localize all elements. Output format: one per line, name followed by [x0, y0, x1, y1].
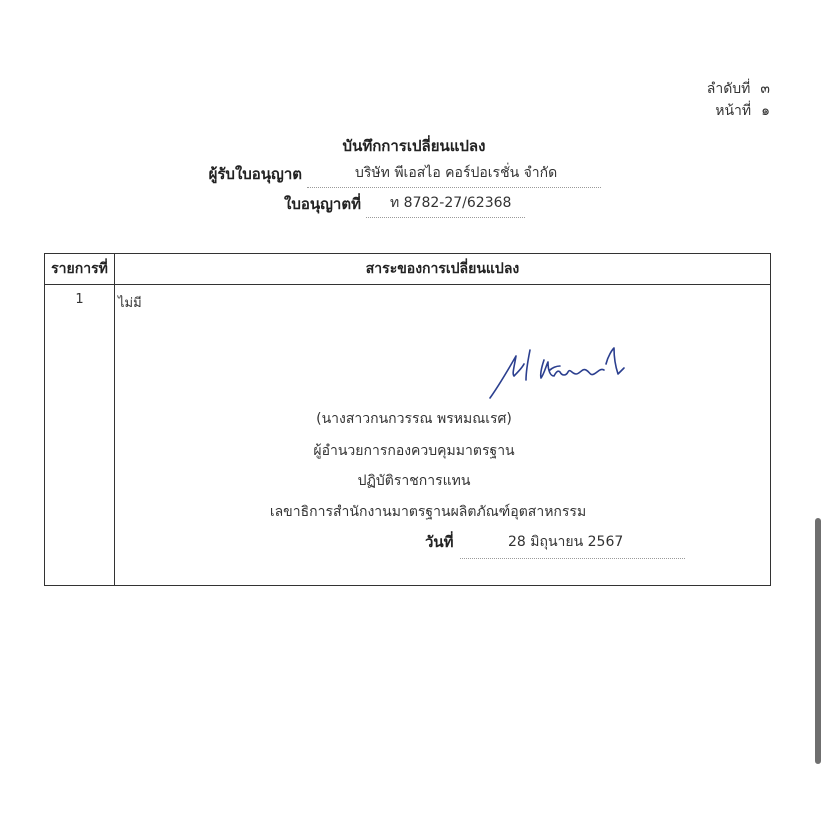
sequence-block [707, 78, 770, 122]
license-number-row [0, 192, 828, 218]
licensee-value: บริษัท พีเอสไอ คอร์ปอเรชั่น จำกัด [307, 162, 601, 188]
table-header-row [45, 254, 770, 285]
sequence-value: ๓ [760, 81, 770, 97]
signer-position: ผู้อำนวยการกองควบคุมมาตรฐาน [313, 443, 515, 459]
licensee-row [0, 162, 828, 188]
page-number-row [707, 100, 770, 122]
signer-name: (นางสาวกนกวรรณ พรหมณเรศ) [316, 411, 512, 427]
date-value: 28 มิถุนายน 2567 [460, 531, 685, 559]
document-title: บันทึกการเปลี่ยนแปลง [342, 137, 486, 155]
sequence-row [707, 78, 770, 100]
signer-office: เลขาธิการสำนักงานมาตรฐานผลิตภัณฑ์อุตสาหกรรม [269, 504, 587, 520]
license-number-value: ท 8782-27/62368 [366, 192, 525, 218]
header-item-no: รายการที่ [51, 261, 108, 277]
page-value: ๑ [761, 103, 770, 119]
row-item-number: 1 [75, 292, 84, 307]
header-change-content: สาระของการเปลี่ยนแปลง [365, 261, 520, 277]
sequence-label: ลำดับที่ [706, 81, 751, 97]
vertical-scrollbar[interactable] [815, 518, 821, 764]
page-label: หน้าที่ [715, 103, 752, 119]
license-number-label: ใบอนุญาตที่ [284, 195, 361, 213]
handwritten-signature [486, 346, 626, 402]
licensee-label: ผู้รับใบอนุญาต [208, 165, 302, 183]
row-change-text: ไม่มี [118, 296, 142, 311]
signer-acting: ปฏิบัติราชการแทน [357, 473, 471, 489]
date-label: วันที่ [425, 533, 454, 551]
